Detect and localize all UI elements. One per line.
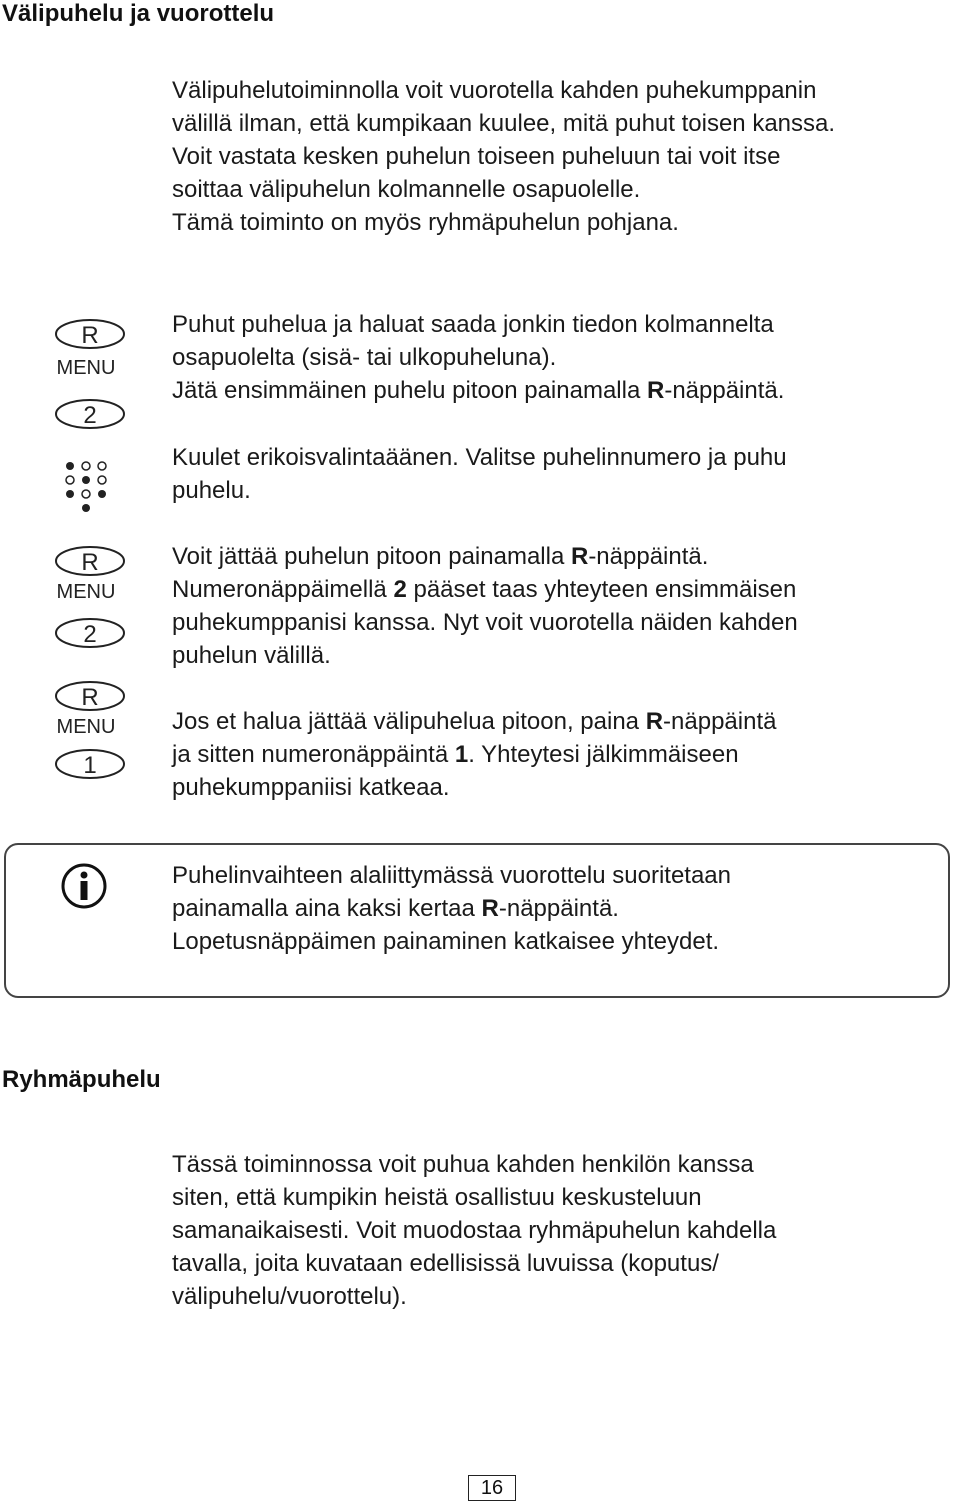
group-call-line: välipuhelu/vuorottelu).: [172, 1283, 407, 1310]
intro-line: soittaa välipuhelun kolmannelle osapuolelle.: [172, 176, 641, 203]
r-key-icon: [56, 320, 124, 349]
step3-line: puhelun välillä.: [172, 642, 331, 669]
step4-line: Jos et halua jättää välipuhelua pitoon, paina R-näppäintä: [172, 708, 777, 735]
intro-paragraph: [172, 74, 932, 239]
group-call-line: tavalla, joita kuvataan edellisissä luvuissa (koputus/: [172, 1250, 719, 1277]
svg-text:2: 2: [83, 402, 97, 429]
step4-line: ja sitten numeronäppäintä 1. Yhteytesi jälkimmäiseen: [172, 741, 739, 768]
step2-paragraph: [172, 441, 932, 507]
section-title-valipuhelu: Välipuhelu ja vuorottelu: [2, 0, 275, 27]
svg-text:R: R: [81, 684, 99, 711]
svg-text:1: 1: [83, 752, 97, 779]
group-call-line: samanaikaisesti. Voit muodostaa ryhmäpuhelun kahdella: [172, 1217, 777, 1244]
step1-paragraph: [172, 308, 932, 407]
svg-text:2: 2: [83, 621, 97, 648]
group-call-paragraph: [172, 1148, 932, 1313]
info-line: Lopetusnäppäimen painaminen katkaisee yhteydet.: [172, 928, 720, 955]
step3-paragraph: [172, 540, 932, 672]
step2-line: Kuulet erikoisvalintaäänen. Valitse puhelinnumero ja puhu: [172, 444, 787, 471]
group-call-line: siten, että kumpikin heistä osallistuu keskusteluun: [172, 1184, 702, 1211]
digit-key-icon: [56, 619, 124, 648]
step2-line: puhelu.: [172, 477, 251, 504]
info-line: painamalla aina kaksi kertaa R-näppäintä.: [172, 895, 619, 922]
page-number: 16: [468, 1475, 516, 1501]
svg-text:R: R: [81, 322, 99, 349]
menu-label-icon: MENU: [56, 357, 116, 379]
step4-key-icons: [52, 678, 132, 788]
intro-line: Voit vastata kesken puhelun toiseen puheluun tai voit itse: [172, 143, 781, 170]
r-key-icon: [56, 547, 124, 576]
group-call-line: Tässä toiminnossa voit puhua kahden henkilön kanssa: [172, 1151, 754, 1178]
info-line: Puhelinvaihteen alaliittymässä vuorottelu suoritetaan: [172, 862, 731, 889]
r-key-icon: [56, 682, 124, 711]
step1-line: osapuolelta (sisä- tai ulkopuheluna).: [172, 344, 557, 371]
keypad-dots-icon: [58, 456, 114, 516]
step1-line: Jätä ensimmäinen puhelu pitoon painamalla R-näppäintä.: [172, 377, 785, 404]
step1-line: Puhut puhelua ja haluat saada jonkin tiedon kolmannelta: [172, 311, 774, 338]
step4-paragraph: [172, 705, 932, 804]
menu-label-icon: MENU: [56, 716, 116, 738]
intro-line: välillä ilman, että kumpikaan kuulee, mitä puhut toisen kanssa.: [172, 110, 836, 137]
section-title-ryhmapuhelu: Ryhmäpuhelu: [2, 1066, 161, 1093]
digit-key-icon: [56, 400, 124, 429]
digit-key-icon: [56, 750, 124, 779]
intro-line: Tämä toiminto on myös ryhmäpuhelun pohjana.: [172, 209, 679, 236]
step3-line: Numeronäppäimellä 2 pääset taas yhteyteen ensimmäisen: [172, 576, 797, 603]
intro-line: Välipuhelutoiminnolla voit vuorotella kahden puhekumppanin: [172, 77, 817, 104]
svg-text:R: R: [81, 549, 99, 576]
step3-line: puhekumppanisi kanssa. Nyt voit vuorotella näiden kahden: [172, 609, 798, 636]
info-icon: [60, 862, 108, 910]
step1-key-icons: [52, 316, 132, 436]
menu-label-icon: MENU: [56, 581, 116, 603]
step3-key-icons: [52, 543, 132, 663]
step3-line: Voit jättää puhelun pitoon painamalla R-näppäintä.: [172, 543, 709, 570]
info-paragraph: [172, 859, 932, 958]
step4-line: puhekumppaniisi katkeaa.: [172, 774, 450, 801]
